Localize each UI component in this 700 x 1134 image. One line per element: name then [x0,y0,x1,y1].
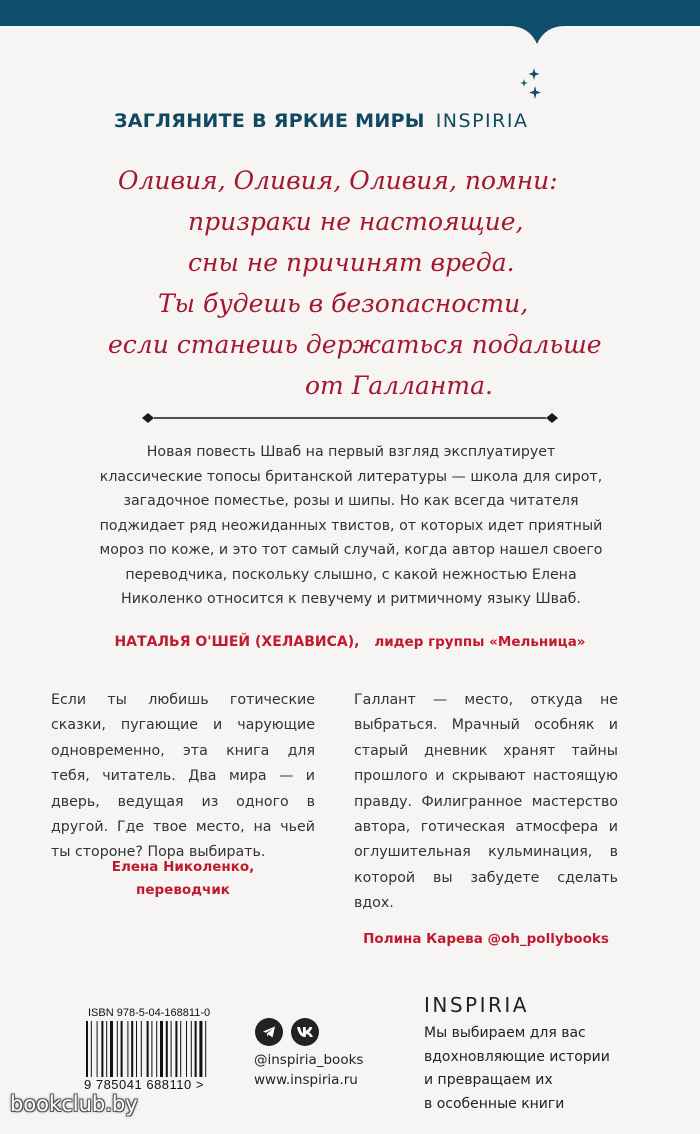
telegram-icon[interactable] [255,1018,283,1046]
publisher-tagline [424,1022,674,1116]
page-headline [114,110,574,132]
quote-line: от Галланта. [305,371,493,400]
epigraph-quote [100,160,600,406]
vk-icon[interactable] [291,1018,319,1046]
headline-brand: INSPIRIA [435,110,529,132]
tagline-line: в особенные книги [424,1095,565,1112]
publisher-block [424,992,674,1116]
quote-line: Оливия, Оливия, Оливия, помни: [118,166,558,195]
left-blurb: Если ты любишь готические сказки, пугающие и чарующие одновременно, эта книга для тебя, читатель. Два мира — и дверь, ведущая из одного в другой. Где твое место, на чьей ты стороне? Пора выбирать. [51,692,315,861]
tagline-line: Мы выбираем для вас [424,1025,586,1041]
watermark: bookclub.by [10,1092,138,1116]
website-link[interactable]: www.inspiria.ru [254,1072,358,1088]
headline-text: ЗАГЛЯНИТЕ В ЯРКИЕ МИРЫ [114,110,425,132]
ornament-divider [140,410,560,426]
barcode [84,1021,234,1077]
quote-line: сны не причинят вреда. [188,248,515,277]
left-blurb-author [51,856,315,902]
review-author-name: НАТАЛЬЯ О'ШЕЙ (ХЕЛАВИСА), [114,634,360,650]
right-blurb-author: Полина Карева @oh_pollybooks [363,931,609,947]
isbn-label: ISBN 978-5-04-168811-0 [88,1007,211,1019]
tagline-line: и превращаем их [424,1072,553,1088]
publisher-name: INSPIRIA [424,993,529,1017]
isbn-digits: 9 785041 688110 > [84,1077,204,1092]
review-text: Новая повесть Шваб на первый взгляд эксплуатирует классические топосы британской литературы — школа для сирот, загадочное поместье, розы и шипы. Но как всегда читателя поджидает ряд неожиданных твистов, от которых идет приятный мороз по коже, и это тот самый случай, когда автор нашел своего переводчика, поскольку слышно, с какой нежностью Елена Николенко относится к певучему и ритмичному языку Шваб. [99,444,603,607]
review-author [70,634,630,650]
left-author-name: Елена Николенко, [111,859,255,875]
sparkle-stars-icon [518,66,548,102]
tagline-line: вдохновляющие истории [424,1048,610,1065]
left-author-role: переводчик [136,882,230,898]
quote-line: если станешь держаться подальше [108,330,602,359]
review-author-role: лидер группы «Мельница» [374,634,586,650]
quote-line: призраки не настоящие, [188,207,524,236]
social-icons [255,1018,319,1046]
quote-line: Ты будешь в безопасности, [158,289,529,318]
top-color-band [0,0,700,50]
social-handle[interactable]: @inspiria_books [254,1052,364,1068]
right-blurb: Галлант — место, откуда не выбраться. Мрачный особняк и старый дневник хранят тайны прошлого и скрывают настоящую правду. Филигранное мастерство автора, готическая атмосфера и оглушительная кульминация, в которой вы забудете сделать вдох. [354,692,618,912]
